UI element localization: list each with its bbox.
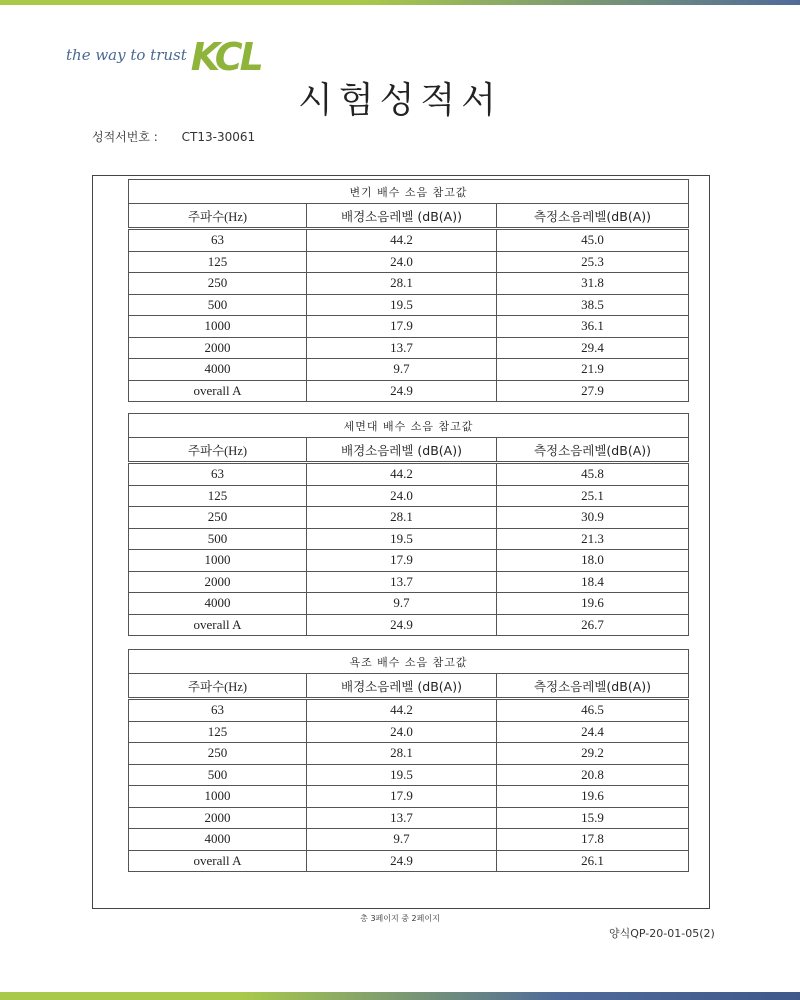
cell-measured: 19.6 xyxy=(497,593,689,615)
column-header-frequency: 주파수(Hz) xyxy=(129,438,307,463)
column-header-frequency: 주파수(Hz) xyxy=(129,204,307,229)
table-row xyxy=(129,316,689,338)
cell-frequency: 125 xyxy=(129,485,307,507)
cell-frequency: 1000 xyxy=(129,316,307,338)
cell-background: 44.2 xyxy=(307,229,497,252)
cell-frequency: 2000 xyxy=(129,337,307,359)
column-header-measured-noise: 측정소음레벨(dB(A)) xyxy=(497,438,689,463)
table-row xyxy=(129,743,689,765)
top-color-bar xyxy=(0,0,800,5)
table-row xyxy=(129,485,689,507)
certificate-number-label: 성적서번호 : xyxy=(92,130,158,144)
table-row xyxy=(129,614,689,636)
page-info: 총 3페이지 중 2페이지 xyxy=(360,914,440,923)
table-row xyxy=(129,337,689,359)
certificate-number xyxy=(92,128,255,145)
cell-measured: 18.4 xyxy=(497,571,689,593)
cell-background: 9.7 xyxy=(307,829,497,851)
cell-measured: 21.3 xyxy=(497,528,689,550)
cell-background: 28.1 xyxy=(307,743,497,765)
cell-frequency: 500 xyxy=(129,764,307,786)
cell-frequency: 4000 xyxy=(129,359,307,381)
cell-background: 24.9 xyxy=(307,380,497,402)
cell-background: 19.5 xyxy=(307,528,497,550)
cell-measured: 25.1 xyxy=(497,485,689,507)
table-row xyxy=(129,764,689,786)
cell-frequency: 2000 xyxy=(129,807,307,829)
cell-measured: 24.4 xyxy=(497,721,689,743)
cell-frequency: 250 xyxy=(129,743,307,765)
kcl-logo xyxy=(66,35,261,79)
cell-measured: 31.8 xyxy=(497,273,689,295)
table-caption: 세면대 배수 소음 참고값 xyxy=(129,414,689,438)
cell-measured: 36.1 xyxy=(497,316,689,338)
cell-measured: 25.3 xyxy=(497,251,689,273)
cell-background: 13.7 xyxy=(307,807,497,829)
cell-measured: 15.9 xyxy=(497,807,689,829)
cell-frequency: 500 xyxy=(129,294,307,316)
cell-frequency: 2000 xyxy=(129,571,307,593)
cell-background: 19.5 xyxy=(307,764,497,786)
cell-measured: 29.2 xyxy=(497,743,689,765)
table-row xyxy=(129,721,689,743)
page-title: 시험성적서 xyxy=(298,80,502,121)
cell-background: 9.7 xyxy=(307,359,497,381)
cell-background: 44.2 xyxy=(307,463,497,486)
column-header-measured-noise: 측정소음레벨(dB(A)) xyxy=(497,674,689,699)
table-row xyxy=(129,294,689,316)
cell-measured: 30.9 xyxy=(497,507,689,529)
cell-frequency: 1000 xyxy=(129,786,307,808)
table-row xyxy=(129,463,689,486)
cell-frequency: 63 xyxy=(129,463,307,486)
cell-frequency: 250 xyxy=(129,507,307,529)
table-row xyxy=(129,528,689,550)
cell-background: 17.9 xyxy=(307,550,497,572)
table-row xyxy=(129,807,689,829)
cell-background: 24.9 xyxy=(307,850,497,872)
cell-frequency: 4000 xyxy=(129,829,307,851)
table-row xyxy=(129,850,689,872)
table-row xyxy=(129,273,689,295)
cell-frequency: overall A xyxy=(129,614,307,636)
table-row xyxy=(129,786,689,808)
cell-measured: 18.0 xyxy=(497,550,689,572)
cell-measured: 20.8 xyxy=(497,764,689,786)
cell-background: 24.9 xyxy=(307,614,497,636)
cell-measured: 17.8 xyxy=(497,829,689,851)
table-row xyxy=(129,380,689,402)
column-header-frequency: 주파수(Hz) xyxy=(129,674,307,699)
cell-measured: 26.7 xyxy=(497,614,689,636)
table-caption: 욕조 배수 소음 참고값 xyxy=(129,650,689,674)
cell-measured: 19.6 xyxy=(497,786,689,808)
logo-tagline: the way to trust xyxy=(66,46,187,64)
cell-frequency: 63 xyxy=(129,229,307,252)
cell-measured: 45.0 xyxy=(497,229,689,252)
cell-measured: 45.8 xyxy=(497,463,689,486)
table-row xyxy=(129,359,689,381)
table-row xyxy=(129,699,689,722)
cell-background: 13.7 xyxy=(307,337,497,359)
table-caption: 변기 배수 소음 참고값 xyxy=(129,180,689,204)
cell-background: 9.7 xyxy=(307,593,497,615)
column-header-background-noise: 배경소음레벨 (dB(A)) xyxy=(307,204,497,229)
cell-frequency: overall A xyxy=(129,850,307,872)
cell-frequency: 4000 xyxy=(129,593,307,615)
table-row xyxy=(129,571,689,593)
cell-frequency: 500 xyxy=(129,528,307,550)
cell-frequency: 250 xyxy=(129,273,307,295)
cell-background: 28.1 xyxy=(307,273,497,295)
form-number: 양식QP-20-01-05(2) xyxy=(609,927,715,940)
toilet-drain-noise-table xyxy=(128,179,689,402)
logo-mark: KCL xyxy=(190,35,261,79)
certificate-number-value: CT13-30061 xyxy=(181,130,256,144)
cell-frequency: 125 xyxy=(129,721,307,743)
table-row xyxy=(129,829,689,851)
cell-frequency: overall A xyxy=(129,380,307,402)
cell-background: 17.9 xyxy=(307,316,497,338)
cell-background: 17.9 xyxy=(307,786,497,808)
cell-measured: 46.5 xyxy=(497,699,689,722)
column-header-measured-noise: 측정소음레벨(dB(A)) xyxy=(497,204,689,229)
table-row xyxy=(129,251,689,273)
cell-background: 24.0 xyxy=(307,721,497,743)
table-row xyxy=(129,550,689,572)
cell-background: 44.2 xyxy=(307,699,497,722)
cell-background: 19.5 xyxy=(307,294,497,316)
column-header-background-noise: 배경소음레벨 (dB(A)) xyxy=(307,438,497,463)
table-row xyxy=(129,229,689,252)
cell-measured: 29.4 xyxy=(497,337,689,359)
column-header-background-noise: 배경소음레벨 (dB(A)) xyxy=(307,674,497,699)
cell-frequency: 125 xyxy=(129,251,307,273)
cell-measured: 38.5 xyxy=(497,294,689,316)
bottom-color-bar xyxy=(0,992,800,1000)
cell-measured: 27.9 xyxy=(497,380,689,402)
cell-background: 24.0 xyxy=(307,251,497,273)
cell-background: 24.0 xyxy=(307,485,497,507)
table-row xyxy=(129,593,689,615)
bathtub-drain-noise-table xyxy=(128,649,689,872)
cell-background: 28.1 xyxy=(307,507,497,529)
cell-measured: 26.1 xyxy=(497,850,689,872)
table-row xyxy=(129,507,689,529)
cell-frequency: 63 xyxy=(129,699,307,722)
washbasin-drain-noise-table xyxy=(128,413,689,636)
cell-measured: 21.9 xyxy=(497,359,689,381)
cell-background: 13.7 xyxy=(307,571,497,593)
cell-frequency: 1000 xyxy=(129,550,307,572)
